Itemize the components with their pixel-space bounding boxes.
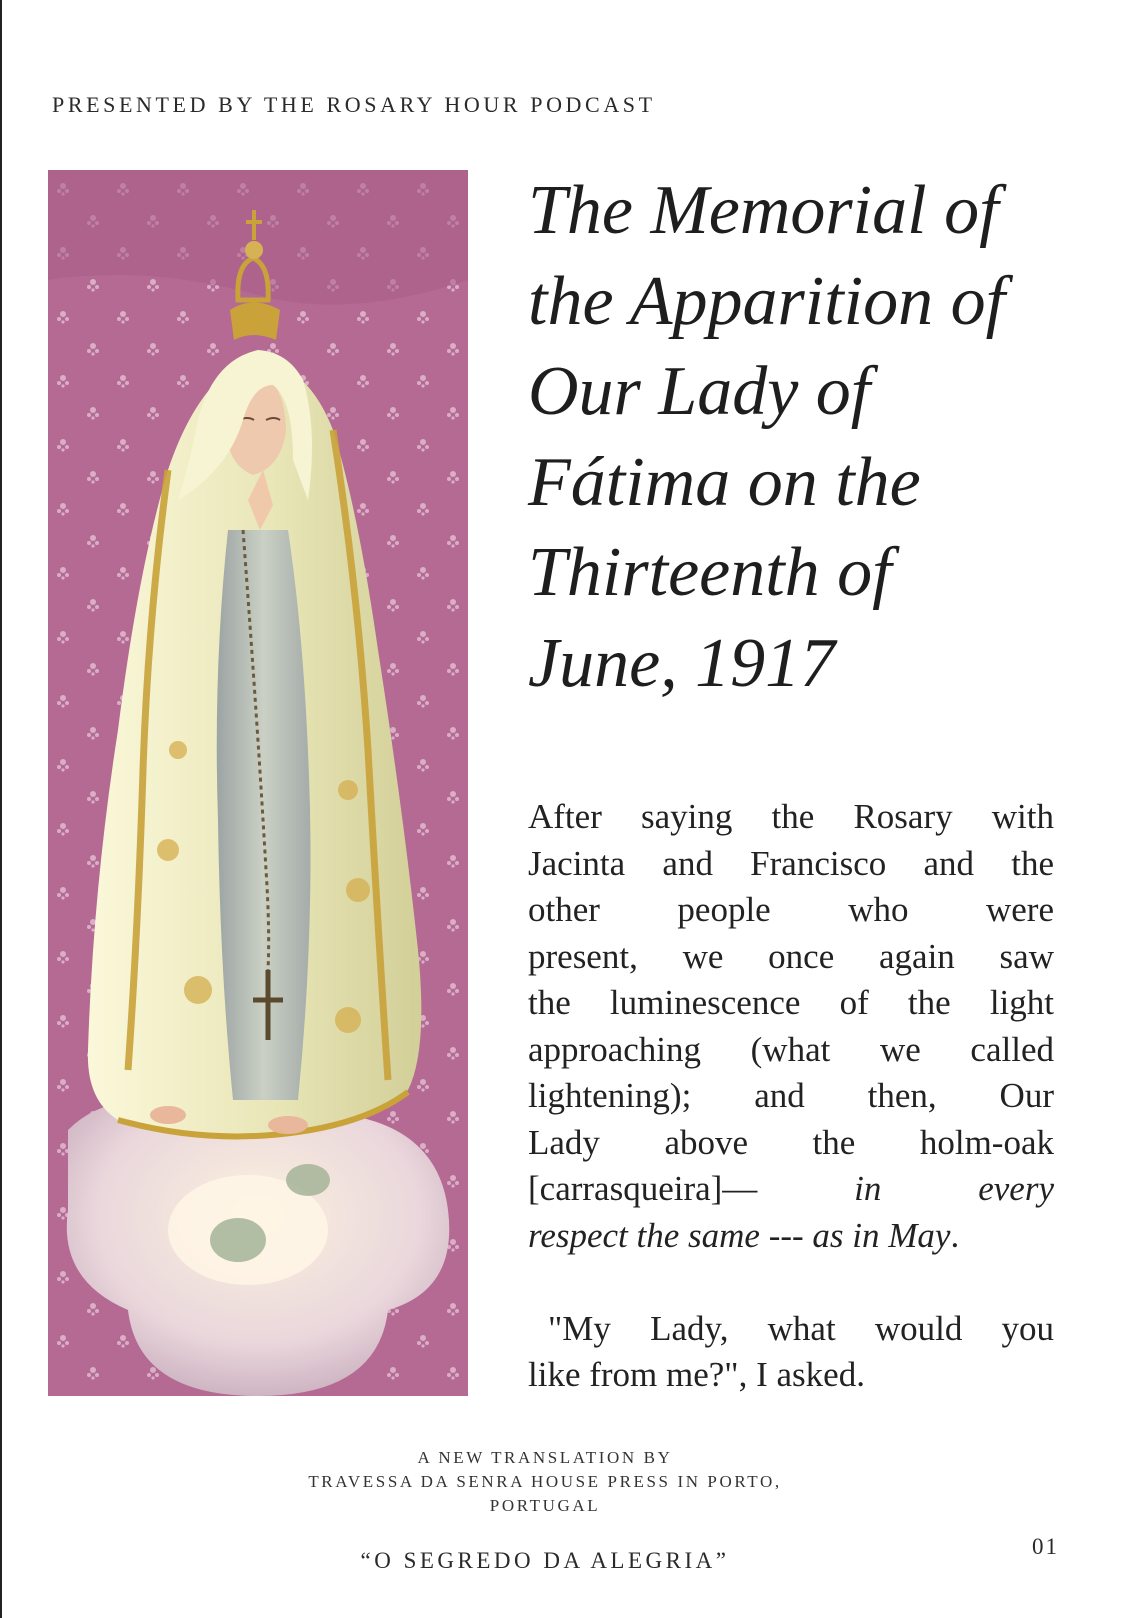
body-line: approaching (what we called xyxy=(528,1029,1054,1069)
statue-photo xyxy=(48,170,468,1396)
body-line-roman: [carrasqueira]— xyxy=(528,1169,758,1208)
title-line: the Apparition of xyxy=(528,262,1006,340)
translation-credit xyxy=(260,1446,830,1518)
title-line: June, 1917 xyxy=(528,624,836,702)
page-left-border xyxy=(0,0,2,1618)
body-line: the luminescence of the light xyxy=(528,983,1054,1022)
body-line: After saying the Rosary with xyxy=(528,797,1054,836)
body-line-italic: in every xyxy=(854,1169,1054,1208)
page-title xyxy=(528,166,1088,709)
title-line: Fátima on the xyxy=(528,443,921,521)
quote-paragraph xyxy=(528,1306,1054,1399)
body-line: Jacinta and Francisco and the xyxy=(528,843,1054,883)
presented-by-header: PRESENTED BY THE ROSARY HOUR PODCAST xyxy=(52,92,656,117)
credit-line: TRAVESSA DA SENRA HOUSE PRESS IN PORTO, xyxy=(308,1472,782,1491)
body-line xyxy=(528,1213,1054,1260)
credit-line: A NEW TRANSLATION BY xyxy=(417,1448,673,1467)
title-line: The Memorial of xyxy=(528,172,999,249)
body-line: lightening); and then, Our xyxy=(528,1076,1054,1115)
credit-line: PORTUGAL xyxy=(489,1496,601,1515)
title-line: Thirteenth of xyxy=(528,534,892,611)
quote-line: like from me?", I asked. xyxy=(528,1355,865,1394)
body-line: other people who were xyxy=(528,890,1054,929)
page-number: 01 xyxy=(1032,1534,1059,1559)
series-title: “O SEGREDO DA ALEGRIA” xyxy=(360,1548,730,1573)
quote-line: "My Lady, what would you xyxy=(548,1308,1054,1348)
body-line: Lady above the holm-oak xyxy=(528,1122,1054,1162)
body-line: present, we once again saw xyxy=(528,936,1054,976)
title-line: Our Lady of xyxy=(528,353,871,430)
body-line-period: . xyxy=(950,1215,960,1255)
body-line xyxy=(528,1166,1054,1213)
body-paragraph xyxy=(528,794,1054,1399)
body-line-italic: respect the same --- as in May xyxy=(528,1215,951,1255)
